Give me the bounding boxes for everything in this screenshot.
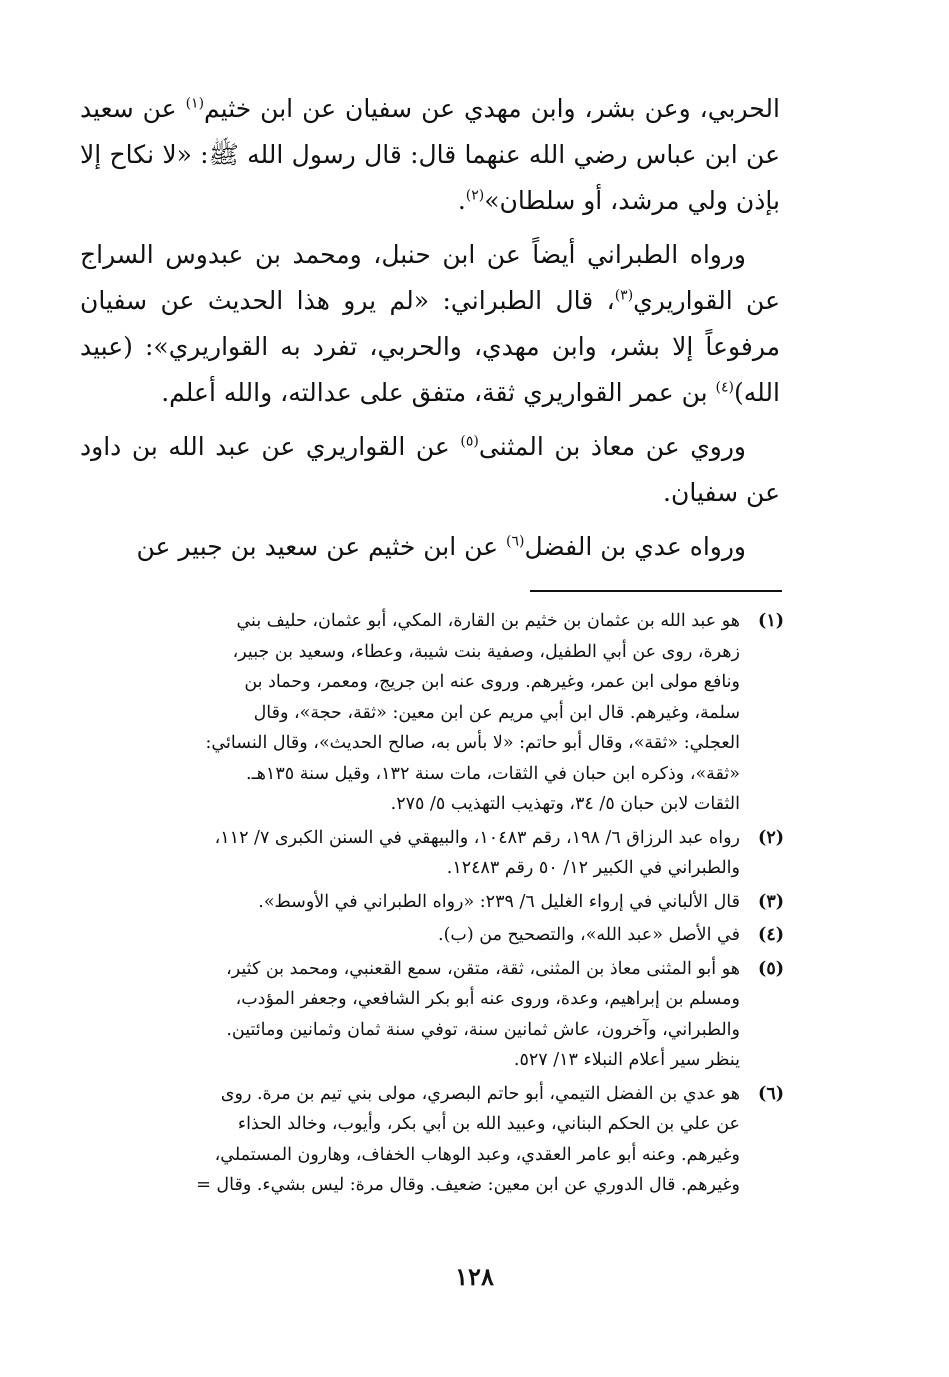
footnote-number: (٦) — [758, 1083, 784, 1104]
footnote-text — [100, 823, 740, 884]
footnote-line: هو عبد الله بن عثمان بن خثيم بن القارة، المكي، أبو عثمان، حليف بني — [236, 611, 740, 631]
footnote-line: وغيرهم. وعنه أبو عامر العقدي، وعبد الوهاب الخفاف، وهارون المستملي، — [214, 1144, 740, 1165]
footnote-number: (١) — [758, 611, 784, 631]
paragraph-text: بن عمر القواريري ثقة، متفق على عدالته، والله أعلم. — [161, 378, 716, 407]
footnote-text — [100, 920, 740, 951]
footnote-line: سلمة، وغيرهم. قال ابن أبي مريم عن ابن معين: «ثقة، حجة»، وقال — [253, 702, 740, 723]
footnote-ref: (٦) — [506, 533, 525, 550]
paragraph-text: ورواه الطبراني أيضاً عن ابن حنبل، ومحمد بن عبدوس السراج عن القواريري — [80, 240, 780, 315]
paragraph-text: وروي عن معاذ بن المثنى — [478, 432, 746, 461]
paragraph-text: عن سعيد عن ابن عباس رضي الله عنهما قال: قال رسول الله ﷺ: «لا نكاح إلا بإذن ولي مرشد، أو سلطان» — [80, 94, 780, 215]
footnote — [100, 606, 784, 820]
paragraph-1 — [80, 86, 780, 224]
footnote-line: عن علي بن الحكم البناني، وعبيد الله بن أبي بكر، وأيوب، وخالد الحذاء — [237, 1114, 740, 1134]
footnote-line: قال الألباني في إرواء الغليل ٦/ ٢٣٩: «رواه الطبراني في الأوسط». — [258, 891, 740, 912]
footnote-line: ومسلم بن إبراهيم، وعدة، وروى عنه أبو بكر الشافعي، وجعفر المؤدب، — [235, 989, 740, 1009]
footnote-line: ينظر سير أعلام النبلاء ١٣/ ٥٢٧. — [513, 1050, 740, 1070]
paragraph-3 — [80, 424, 780, 516]
paragraph-text: عن القواريري عن عبد الله بن داود عن سفيان. — [80, 432, 780, 507]
footnote-ref: (٥) — [460, 433, 479, 450]
footnote-line: رواه عبد الرزاق ٦/ ١٩٨، رقم ١٠٤٨٣، والبيهقي في السنن الكبرى ٧/ ١١٢، — [214, 827, 740, 848]
footnote-number: (٤) — [758, 925, 784, 945]
footnote-ref: (٤) — [715, 379, 734, 396]
footnote — [100, 1079, 784, 1201]
footnote-line: وغيرهم. قال الدوري عن ابن معين: ضعيف. وقال مرة: ليس بشيء. وقال = — [196, 1175, 740, 1195]
footnote-line: والطبراني في الكبير ١٢/ ٥٠ رقم ١٢٤٨٣. — [446, 858, 740, 878]
footnote-line: في الأصل «عبد الله»، والتصحيح من (ب). — [438, 925, 740, 945]
footnote-line: والطبراني، وآخرون، عاش ثمانين سنة، توفي سنة ثمان وثمانين ومائتين. — [226, 1019, 740, 1040]
page-number: ١٢٨ — [455, 1262, 494, 1291]
footnote — [100, 823, 784, 884]
footnote-line: العجلي: «ثقة»، وقال أبو حاتم: «لا بأس به، صالح الحديث»، وقال النسائي: — [205, 733, 740, 753]
paragraph-text: ورواه عدي بن الفضل — [524, 532, 746, 561]
paragraph-2 — [80, 232, 780, 416]
footnote-line: زهرة، روى عن أبي الطفيل، وصفية بنت شيبة، وعطاء، وسعيد بن جبير، — [232, 641, 740, 662]
footnote-separator — [530, 590, 782, 592]
footnote-line: هو عدي بن الفضل التيمي، أبو حاتم البصري، مولى بني تيم بن مرة. روى — [220, 1083, 740, 1104]
paragraph-text: . — [457, 186, 466, 215]
footnote-text — [100, 1079, 740, 1201]
paragraph-text: ، قال الطبراني: «لم يرو هذا الحديث عن سفيان مرفوعاً إلا بشر، وابن مهدي، والحربي، تفرد به القواريري»: (عبيد الله) — [80, 286, 780, 407]
footnote-text — [100, 606, 740, 820]
main-text — [80, 86, 780, 574]
footnote-text — [100, 954, 740, 1076]
footnote-line: هو أبو المثنى معاذ بن المثنى، ثقة، متقن، سمع القعنبي، ومحمد بن كثير، — [226, 958, 740, 979]
footnote — [100, 887, 784, 918]
footnote-text — [100, 887, 740, 918]
paragraph-4 — [80, 524, 780, 570]
paragraph-text: عن ابن خثيم عن سعيد بن جبير عن — [136, 532, 506, 561]
footnote-number: (٥) — [758, 958, 784, 979]
footnote-line: «ثقة»، وذكره ابن حبان في الثقات، مات سنة ١٣٢، وقيل سنة ١٣٥هـ. — [246, 763, 740, 784]
footnote-ref: (١) — [185, 95, 205, 112]
footnote-line: ونافع مولى ابن عمر، وغيرهم. وروى عنه ابن جريج، ومعمر، وحماد بن — [244, 672, 740, 692]
footnote — [100, 920, 784, 951]
footnote-line: الثقات لابن حبان ٥/ ٣٤، وتهذيب التهذيب ٥/ ٢٧٥. — [390, 794, 740, 814]
footnote — [100, 954, 784, 1076]
footnote-number: (٣) — [758, 891, 784, 912]
footnote-number: (٢) — [758, 827, 784, 848]
paragraph-text: الحربي، وعن بشر، وابن مهدي عن سفيان عن ابن خثيم — [204, 94, 780, 123]
footnotes — [100, 606, 784, 1204]
footnote-ref: (٢) — [465, 187, 485, 204]
footnote-ref: (٣) — [614, 287, 634, 304]
